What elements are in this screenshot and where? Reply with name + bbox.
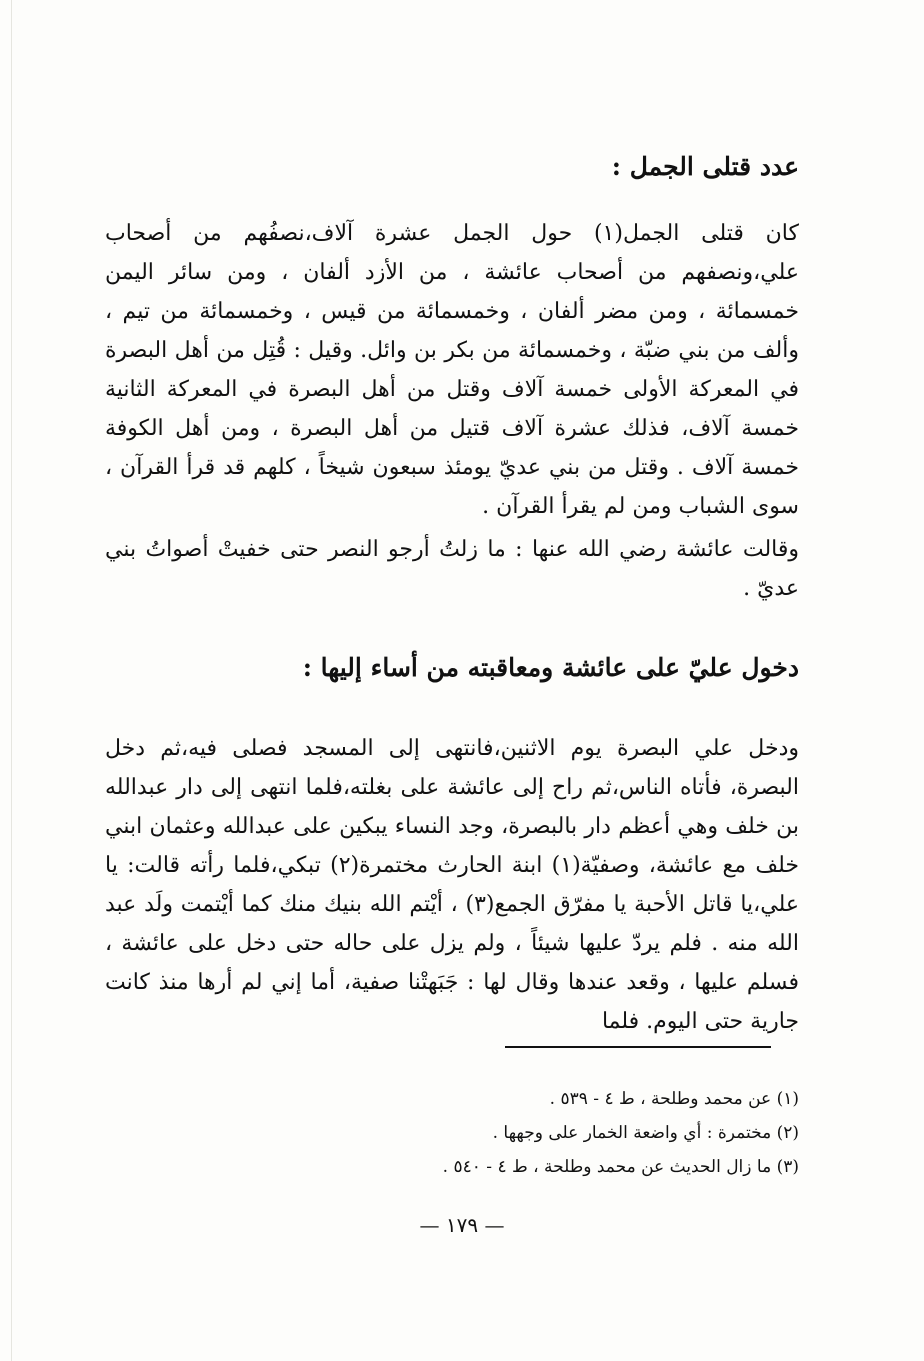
paragraph: ودخل علي البصرة يوم الاثنين،فانتهى إلى المسجد فصلى فيه،ثم دخل البصرة، فأتاه الناس،ثم راح إلى عائشة على بغلته،فلما انتهى إلى دار عبدالله بن خلف وهي أعظم دار بالبصرة، وجد النساء يبكين على عبدالله وعثمان ابني خلف مع عائشة، وصفيّة(١) ابنة الحارث مختمرة(٢) تبكي،فلما رأته قالت: يا علي،يا قاتل الأحبة يا مفرّق الجمع(٣) ، أيْتم الله بنيك منك كما أيْتمت ولَد عبد الله منه . فلم يردّ عليها شيئاً ، ولم يزل على حاله حتى دخل على عائشة ، فسلم عليها ، وقعد عندها وقال لها : جَبَهتْنا صفية، أما إني لم أرها منذ كانت جارية حتى اليوم. فلما — [105, 736, 800, 1034]
footnote-3: (٣) ما زال الحديث عن محمد وطلحة ، ط ٤ - ٥٤٠ . — [442, 1157, 799, 1177]
paragraph: وقالت عائشة رضي الله عنها : ما زلتُ أرجو النصر حتى خفيتْ أصواتُ بني عديّ . — [105, 537, 799, 601]
footnote-2: (٢) مختمرة : أي واضعة الخمار على وجهها . — [492, 1123, 799, 1143]
section2-paragraph-ali-entry — [105, 729, 799, 1041]
footnotes — [443, 1082, 799, 1184]
footnote-separator — [505, 1046, 771, 1048]
page-number: — ١٧٩ — — [419, 1213, 505, 1237]
section1-paragraph-casualties — [105, 214, 799, 526]
footnote-1: (١) عن محمد وطلحة ، ط ٤ - ٥٣٩ . — [549, 1089, 799, 1109]
section-heading-ali-visits-aisha: دخول عليّ على عائشة ومعاقبته من أساء إليها : — [302, 653, 799, 682]
scan-edge-line — [11, 0, 12, 1361]
section-heading-jamal-casualties: عدد قتلى الجمل : — [611, 152, 799, 181]
section1-paragraph-aisha-quote — [105, 530, 799, 608]
paragraph: كان قتلى الجمل(١) حول الجمل عشرة آلاف،نصفُهم من أصحاب علي،ونصفهم من أصحاب عائشة ، من الأزد ألفان ، ومن سائر اليمن خمسمائة ، ومن مضر ألفان ، وخمسمائة من قيس ، وخمسمائة من تيم ، وألف من بني ضبّة ، وخمسمائة من بكر بن وائل. وقيل : قُتِل من أهل البصرة في المعركة الأولى خمسة آلاف وقتل من أهل البصرة في المعركة الثانية خمسة آلاف، فذلك عشرة آلاف قتيل من أهل البصرة ، ومن أهل الكوفة خمسة آلاف . وقتل من بني عديّ يومئذ سبعون شيخاً ، كلهم قد قرأ القرآن ، سوى الشباب ومن لم يقرأ القرآن . — [105, 221, 799, 519]
